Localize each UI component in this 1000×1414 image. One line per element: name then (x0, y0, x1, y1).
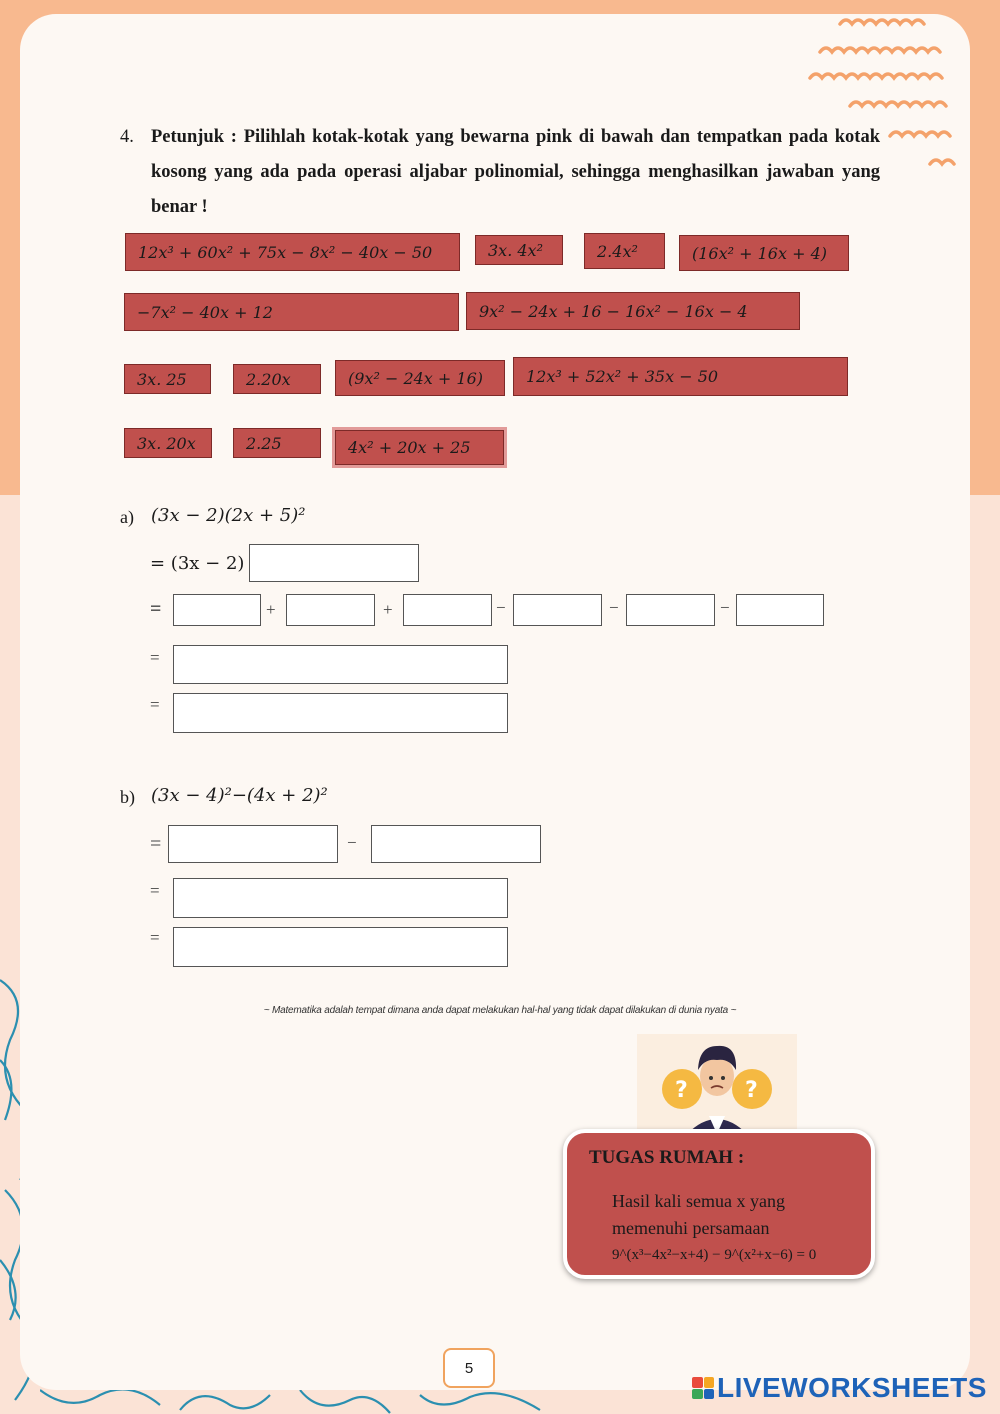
drop-box[interactable] (173, 927, 508, 967)
drop-box[interactable] (168, 825, 338, 863)
drop-box[interactable] (173, 878, 508, 918)
quote-text: ~ Matematika adalah tempat dimana anda dapat melakukan hal-hal yang tidak dapat dilakukan di dunia nyata ~ (263, 1005, 737, 1016)
homework-title: TUGAS RUMAH : (589, 1147, 745, 1168)
minus-sign: − (347, 833, 357, 852)
drop-box[interactable] (736, 594, 824, 626)
answer-tile[interactable]: (16x² + 16x + 4) (679, 235, 849, 271)
plus-sign: + (266, 600, 276, 619)
drop-box[interactable] (513, 594, 602, 626)
svg-text:?: ? (745, 1078, 758, 1103)
homework-line: memenuhi persamaan (612, 1218, 770, 1238)
answer-tile[interactable]: 2.20x (233, 364, 321, 394)
answer-tile[interactable]: 3x. 4x² (475, 235, 563, 265)
equals-sign: = (150, 598, 162, 620)
svg-text:?: ? (675, 1078, 688, 1103)
answer-tile[interactable]: 3x. 25 (124, 364, 211, 394)
homework-line: Hasil kali semua x yang (612, 1191, 785, 1211)
equals-sign: = (150, 928, 160, 947)
answer-tile[interactable]: 9x² − 24x + 16 − 16x² − 16x − 4 (466, 292, 800, 330)
equals-sign: = (150, 695, 160, 714)
answer-tile[interactable]: 2.4x² (584, 233, 665, 269)
part-b-label: b) (120, 787, 135, 807)
answer-tile[interactable]: 3x. 20x (124, 428, 212, 458)
answer-tile[interactable]: 12x³ + 60x² + 75x − 8x² − 40x − 50 (125, 233, 460, 271)
drop-box[interactable] (403, 594, 492, 626)
drop-box[interactable] (286, 594, 375, 626)
brand-text: LIVEWORKSHEETS (717, 1372, 987, 1403)
homework-body (612, 1188, 852, 1269)
instruction-text: Petunjuk : Pilihlah kotak-kotak yang bewarna pink di bawah dan tempatkan pada kotak kosong yang ada pada operasi aljabar polinomial, sehingga menghasilkan jawaban yang benar ! (151, 127, 880, 217)
minus-sign: − (720, 598, 730, 617)
part-a-line1-prefix: = (3x − 2) (150, 553, 245, 574)
confused-person-illustration (637, 1034, 797, 1134)
equals-sign: = (150, 881, 160, 900)
answer-tile[interactable]: 2.25 (233, 428, 321, 458)
part-a-label: a) (120, 507, 134, 527)
liveworksheets-icon (692, 1377, 714, 1399)
answer-tile[interactable]: 12x³ + 52x² + 35x − 50 (513, 357, 848, 396)
answer-tile[interactable]: (9x² − 24x + 16) (335, 360, 505, 396)
instruction (120, 120, 880, 225)
answer-tile[interactable]: −7x² − 40x + 12 (124, 293, 459, 331)
liveworksheets-logo (692, 1372, 987, 1404)
part-a-expression: (3x − 2)(2x + 5)² (151, 505, 306, 526)
drop-box[interactable] (173, 693, 508, 733)
drop-box[interactable] (626, 594, 715, 626)
equals-sign: = (150, 648, 160, 667)
drop-box[interactable] (173, 594, 261, 626)
answer-tile[interactable]: 4x² + 20x + 25 (335, 430, 504, 465)
drop-box[interactable] (371, 825, 541, 863)
part-b-expression: (3x − 4)²−(4x + 2)² (151, 785, 328, 806)
minus-sign: − (609, 598, 619, 617)
homework-box (563, 1129, 875, 1279)
question-number: 4. (120, 127, 134, 147)
equals-sign: = (150, 833, 162, 855)
drop-box[interactable] (173, 645, 508, 684)
homework-equation: 9^(x³−4x²−x+4) − 9^(x²+x−6) = 0 (612, 1247, 817, 1263)
plus-sign: + (383, 600, 393, 619)
drop-box[interactable] (249, 544, 419, 582)
page-number: 5 (443, 1348, 495, 1388)
minus-sign: − (496, 598, 506, 617)
